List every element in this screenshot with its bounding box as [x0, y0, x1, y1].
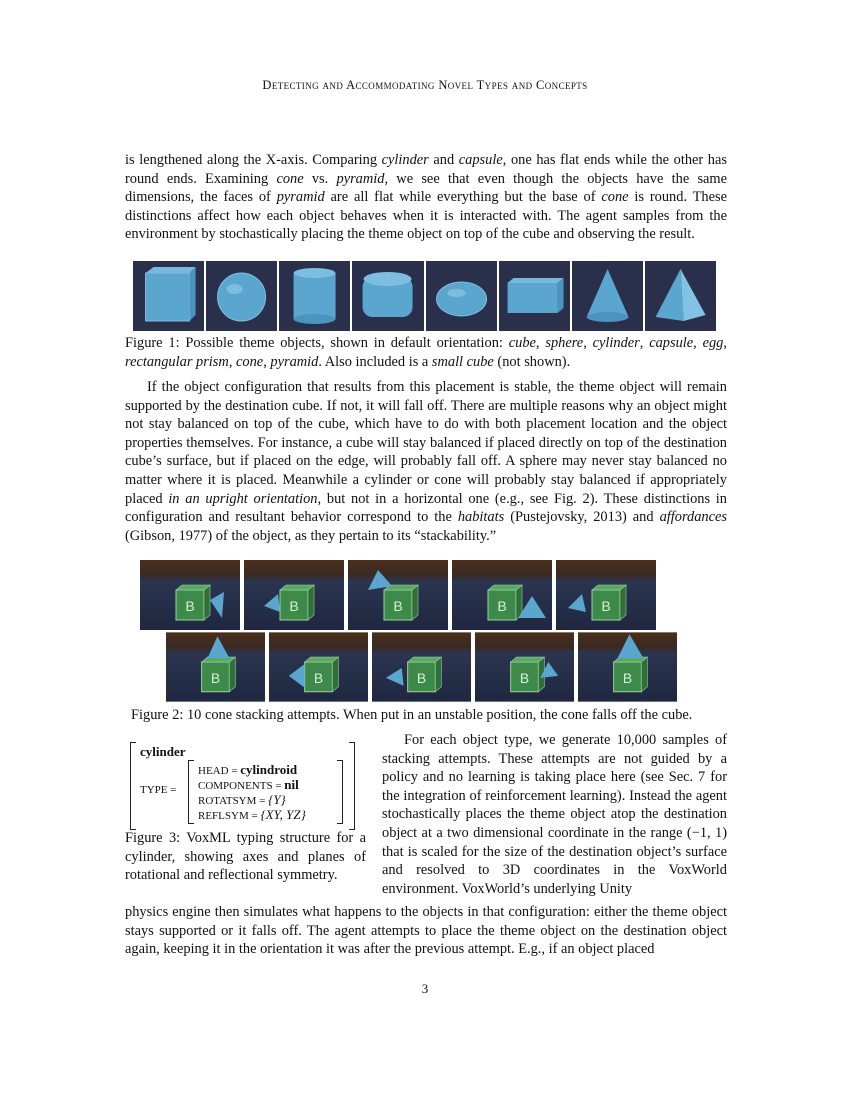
object-cone-image — [572, 261, 643, 331]
stack-attempt-7 — [269, 632, 368, 702]
voxml-structure — [130, 742, 355, 830]
stack-attempt-4 — [452, 560, 552, 630]
cube-letter-label: B — [416, 669, 427, 686]
figure-2-row-1 — [140, 560, 656, 630]
object-capsule-image — [352, 261, 423, 331]
stack-attempt-9 — [475, 632, 574, 702]
stack-attempt-10 — [578, 632, 677, 702]
object-egg-image — [426, 261, 497, 331]
inner-bracket-right — [337, 760, 343, 824]
running-head: Detecting and Accommodating Novel Types and Concepts — [262, 78, 588, 92]
cube-letter-label: B — [185, 598, 195, 614]
voxml-object-name: cylinder — [140, 744, 186, 759]
cube-letter-label: B — [313, 669, 324, 686]
voxml-type-label: TYPE = — [140, 784, 177, 796]
stack-attempt-8 — [372, 632, 471, 702]
figure-2-caption: Figure 2: 10 cone stacking attempts. When put in an unstable position, the cone falls off the cube. — [131, 707, 693, 723]
object-pyramid-image — [645, 261, 716, 331]
figure-3-caption: Figure 3: VoxML typing structure for a cylinder, showing axes and planes of rotational and reflectional symmetry. — [125, 830, 366, 884]
stack-attempt-1 — [140, 560, 240, 630]
stack-attempt-3 — [348, 560, 448, 630]
cube-letter-label: B — [601, 598, 611, 614]
stack-attempt-6 — [166, 632, 265, 702]
stack-attempt-5 — [556, 560, 656, 630]
cube-letter-label: B — [289, 598, 299, 614]
outer-bracket-right — [349, 742, 355, 830]
voxml-reflsym-row: REFLSYM = {XY, YZ} — [198, 807, 306, 822]
cube-letter-label: B — [519, 669, 530, 686]
object-cube-image — [133, 261, 204, 331]
voxml-components-row: COMPONENTS = nil — [198, 777, 299, 792]
figure-2-row-2 — [166, 632, 677, 702]
voxml-rotatsym-row: ROTATSYM = {Y} — [198, 792, 286, 807]
cube-letter-label: B — [497, 598, 507, 614]
paragraph-3-continued: physics engine then simulates what happens to the objects in that configuration: either the theme object stays supported or it falls off. The agent attempts to place the theme object on the destination object again, keeping it in the orientation it was after the previous attempt. E.g., if an object placed — [125, 904, 727, 958]
paragraph-1: is lengthened along the X-axis. Comparing cylinder and capsule, one has flat ends while the other has round ends. Examining cone vs. pyramid, we see that even though the objects have the same dimensions, the faces of pyramid are all flat while everything but the base of cone is round. These distinctions affect how each object behaves when it is interacted with. The agent samples from the environment by stochastically placing the theme object on top of the cube and observing the result. — [125, 152, 728, 243]
paragraph-2: If the object configuration that results from this placement is stable, the theme object will remain supported by the destination cube. If not, it will fall off. There are multiple reasons why an object might not stay balanced on top of the cube, which have to do with both placement location and the object properties themselves. For instance, a cube will stay balanced if placed directly on top of the destination cube’s surface, but if placed on the edge, will probably fall off. A sphere may never stay balanced no matter where it is placed. Meanwhile a cylinder or cone will probably stay balanced if appropriately placed in an upright orientation, but not in a horizontal one (e.g., see Fig. 2). These distinctions in configuration and resultant behavior correspond to the habitats (Pustejovsky, 2013) and affordances (Gibson, 1977) of the object, as they pertain to its “stackability.” — [125, 379, 728, 544]
cube-letter-label: B — [210, 669, 221, 686]
object-cylinder-image — [279, 261, 350, 331]
cube-letter-label: B — [393, 598, 403, 614]
object-rectangular-prism-image — [499, 261, 570, 331]
paragraph-3: For each object type, we generate 10,000 samples of stacking attempts. These attempts are not guided by a policy and no learning is taking place here (see Sec. 7 for the integration of reinforcement learning). Instead the agent stochastically places the theme object atop the destination object at a two dimensional coordinate in the range (−1, 1) that is scaled for the size of the destination object’s surface and resolved to 3D coordinates in the VoxWorld environment. VoxWorld’s underlying Unity — [382, 732, 727, 897]
figure-1-objects — [133, 261, 716, 331]
cube-letter-label: B — [622, 669, 633, 686]
outer-bracket-left — [130, 742, 136, 830]
stack-attempt-2 — [244, 560, 344, 630]
figure-1-caption: Figure 1: Possible theme objects, shown in default orientation: cube, sphere, cylinder, capsule, egg, rectangular prism, cone, pyramid. Also included is a small cube (not shown). — [125, 335, 727, 370]
voxml-head-row: HEAD = cylindroid — [198, 762, 298, 777]
inner-bracket-left — [188, 760, 194, 824]
page-number: 3 — [421, 981, 429, 996]
object-sphere-image — [206, 261, 277, 331]
